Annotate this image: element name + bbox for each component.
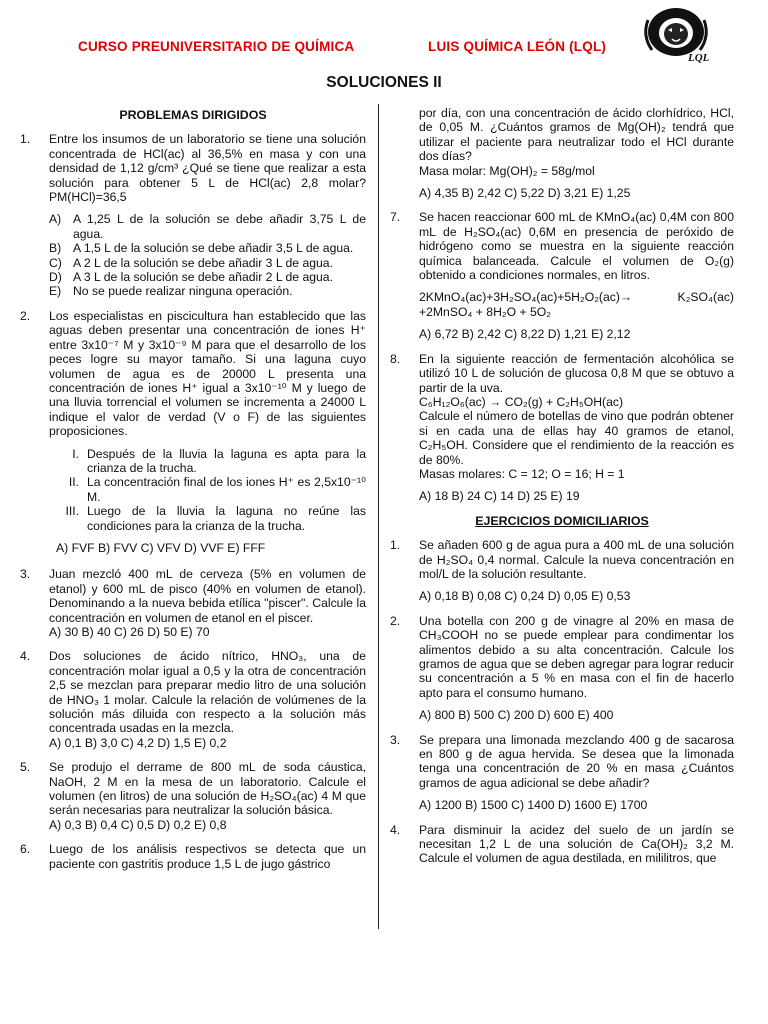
homework-2 xyxy=(390,614,734,723)
proposition-3: III. Luego de la lluvia la laguna no reúne las condiciones para la crianza de la trucha. xyxy=(65,504,366,533)
question-text: Una botella con 200 g de vinagre al 20% en masa de CH₃COOH no se puede emplear para condimentar los alimentos debido a su alta concentración. Calcule los gramos de agua que se deben agregar para lograr reducir su concentración a 5 % en masa con el fin de hacerlo apto para el consumo humano. xyxy=(419,613,734,700)
question-text: Entre los insumos de un laboratorio se tiene una solución concentrada de HCl(ac) al 36,5% en masa y con una densidad de 1,12 g/cm³ ¿Qué se tiene que realizar a esta solución para obtener 5 L de HCl(ac) 2,8 molar? PM(HCl)=36,5 xyxy=(49,132,366,205)
options-row: A) 18 B) 24 C) 14 D) 25 E) 19 xyxy=(419,489,580,504)
question-number: 1. xyxy=(390,538,401,553)
proposition-2: II. La concentración final de los iones H⁺ es 2,5x10⁻¹⁰ M. xyxy=(68,475,366,504)
question-2 xyxy=(20,309,366,533)
course-title: CURSO PREUNIVERSITARIO DE QUÍMICA xyxy=(78,39,355,54)
question-text: Se prepara una limonada mezclando 400 g de sacarosa en 800 g de agua hervida. Se desea que la limonada tenga una concentración de 20 % en masa ¿Cuántos gramos de agua adicional se debe añadir? xyxy=(419,732,734,790)
section-heading-dirigidos: PROBLEMAS DIRIGIDOS xyxy=(119,108,267,122)
molar-masses: Masas molares: C = 12; O = 16; H = 1 xyxy=(419,466,625,481)
question-5 xyxy=(20,760,366,832)
homework-3 xyxy=(390,733,734,813)
question-text: Para disminuir la acidez del suelo de un jardín se necesitan 1,2 L de una solución de Ca(OH)₂ 3,2 M. Calcule el volumen de agua destilada, en mililitros, que xyxy=(419,822,734,866)
question-text: Se produjo el derrame de 800 mL de soda cáustica, NaOH, 2 M en la mesa de un laboratorio. Calcule el volumen (en litros) de una solución de H₂SO₄(ac) 4 M que serán necesarias para neutralizar la solución básica. xyxy=(49,760,366,818)
lion-logo xyxy=(638,6,716,64)
options-list xyxy=(49,212,366,298)
chemical-equation: 2KMnO₄(ac)+3H₂SO₄(ac)+5H₂O₂(ac)→ K₂SO₄(ac) +2MnSO₄ + 8H₂O + 5O₂ xyxy=(419,290,734,319)
left-column xyxy=(20,104,366,881)
options-row: A) 0,3 B) 0,4 C) 0,5 D) 0,2 E) 0,8 xyxy=(49,817,227,832)
question-number: 8. xyxy=(390,351,401,366)
question-number: 3. xyxy=(20,567,31,582)
question-7 xyxy=(390,210,734,341)
question-number: 7. xyxy=(390,210,401,225)
option-e: E) No se puede realizar ninguna operación. xyxy=(49,284,293,299)
section-heading-domiciliarios: EJERCICIOS DOMICILIARIOS xyxy=(475,513,649,528)
question-number: 4. xyxy=(390,822,401,837)
question-text: por día, con una concentración de ácido clorhídrico, HCl, de 0,05 M. ¿Cuántos gramos de Mg(OH)₂ tendrá que utilizar el paciente para neutralizar todo el HCl durante dos días? xyxy=(419,106,734,164)
options-row: A) 0,1 B) 3,0 C) 4,2 D) 1,5 E) 0,2 xyxy=(49,735,227,750)
question-number: 4. xyxy=(20,649,31,664)
svg-text:LQL: LQL xyxy=(688,52,710,64)
homework-4 xyxy=(390,823,734,866)
option-a: A) A 1,25 L de la solución se debe añadir 3,75 L de agua. xyxy=(49,212,366,241)
options-row: A) 6,72 B) 2,42 C) 8,22 D) 1,21 E) 2,12 xyxy=(419,327,631,342)
question-number: 5. xyxy=(20,760,31,775)
options-row: A) FVF B) FVV C) VFV D) VVF E) FFF xyxy=(56,540,266,555)
homework-1 xyxy=(390,538,734,604)
question-text: Se añaden 600 g de agua pura a 400 mL de una solución de H₂SO₄ 0,4 normal. Calcule la nueva concentración en mol/L de la solución resultante. xyxy=(419,538,734,581)
question-text: Luego de los análisis respectivos se detecta que un paciente con gastritis produce 1,5 L de jugo gástrico xyxy=(49,842,366,871)
options-row: A) 1200 B) 1500 C) 1400 D) 1600 E) 1700 xyxy=(419,798,648,813)
chemical-equation: C₆H₁₂O₆(ac) → CO₂(g) + C₂H₅OH(ac) xyxy=(419,394,624,409)
option-b: B) A 1,5 L de la solución se debe añadir 3,5 L de agua. xyxy=(49,241,354,256)
question-text-2: Calcule el número de botellas de vino que podrán obtener si en cada una de ellas hay 40 gramos de etanol, C₂H₅OH. Considere que el rendimiento de la reacción es de 80%. xyxy=(419,409,734,467)
option-d: D) A 3 L de la solución se debe añadir 2 L de agua. xyxy=(49,270,333,285)
question-text: Se hacen reaccionar 600 mL de KMnO₄(ac) 0,4M con 800 mL de H₂SO₄(ac) 0,6M en presencia de peróxido de hidrógeno como se muestra en la siguiente reacción química balanceada. Calcule el volumen de O₂(g) obtenido a condiciones normales, en litros. xyxy=(419,210,734,283)
question-1 xyxy=(20,132,366,298)
question-text: Dos soluciones de ácido nítrico, HNO₃, una de concentración molar igual a 0,5 y la otra de concentración 2,5 se mezclan para preparar medio litro de una solución de HNO₃ 1 molar. Calcule la relación de volúmenes de la solución más diluida con respecto a la solución más concentrada usadas en la mezcla. xyxy=(49,649,366,736)
question-3 xyxy=(20,567,366,639)
question-number: 6. xyxy=(20,842,31,857)
options-row: A) 0,18 B) 0,08 C) 0,24 D) 0,05 E) 0,53 xyxy=(419,589,631,604)
page-title: SOLUCIONES II xyxy=(326,74,442,91)
options-row: A) 30 B) 40 C) 26 D) 50 E) 70 xyxy=(49,625,210,639)
question-text: En la siguiente reacción de fermentación alcohólica se utilizó 10 L de solución de glucosa 0,8 M que se obtuvo a partir de la uva. xyxy=(419,351,734,395)
question-number: 2. xyxy=(390,613,401,628)
options-row: A) 800 B) 500 C) 200 D) 600 E) 400 xyxy=(419,708,614,723)
column-divider xyxy=(378,104,379,929)
author-title: LUIS QUÍMICA LEÓN (LQL) xyxy=(428,39,607,54)
question-4 xyxy=(20,649,366,750)
question-number: 2. xyxy=(20,308,31,323)
option-c: C) A 2 L de la solución se debe añadir 3 L de agua. xyxy=(49,255,333,270)
options-row: A) 4,35 B) 2,42 C) 5,22 D) 3,21 E) 1,25 xyxy=(419,186,631,201)
question-text: Juan mezcló 400 mL de cerveza (5% en volumen de etanol) y 600 mL de pisco (40% en volumen de etanol). Denominando a la nueva bebida etílica "piscer". Calcule la concentración en volumen de etanol en el piscer. xyxy=(49,567,366,625)
question-text: Los especialistas en piscicultura han establecido que las aguas deben presentar una concentración de iones H⁺ entre 3x10⁻⁷ M y 3x10⁻⁹ M para que el desarrollo de los peces logre su mayor tamaño. Si una laguna cuyo volumen de agua es de 20000 L presenta una concentración de iones H⁺ igual a 3x10⁻¹⁰ M y luego de una lluvia torrencial el volumen se incrementa a 24000 L indique el valor de verdad (V o F) de las siguientes proposiciones. xyxy=(49,308,366,439)
question-6-continued xyxy=(390,106,734,200)
question-8 xyxy=(390,352,734,504)
question-number: 3. xyxy=(390,732,401,747)
proposition-1: I. Después de la lluvia la laguna es apta para la crianza de la trucha. xyxy=(72,446,366,475)
question-number: 1. xyxy=(20,132,31,147)
right-column xyxy=(390,104,734,876)
question-6 xyxy=(20,842,366,871)
molar-mass: Masa molar: Mg(OH)₂ = 58g/mol xyxy=(419,163,595,178)
